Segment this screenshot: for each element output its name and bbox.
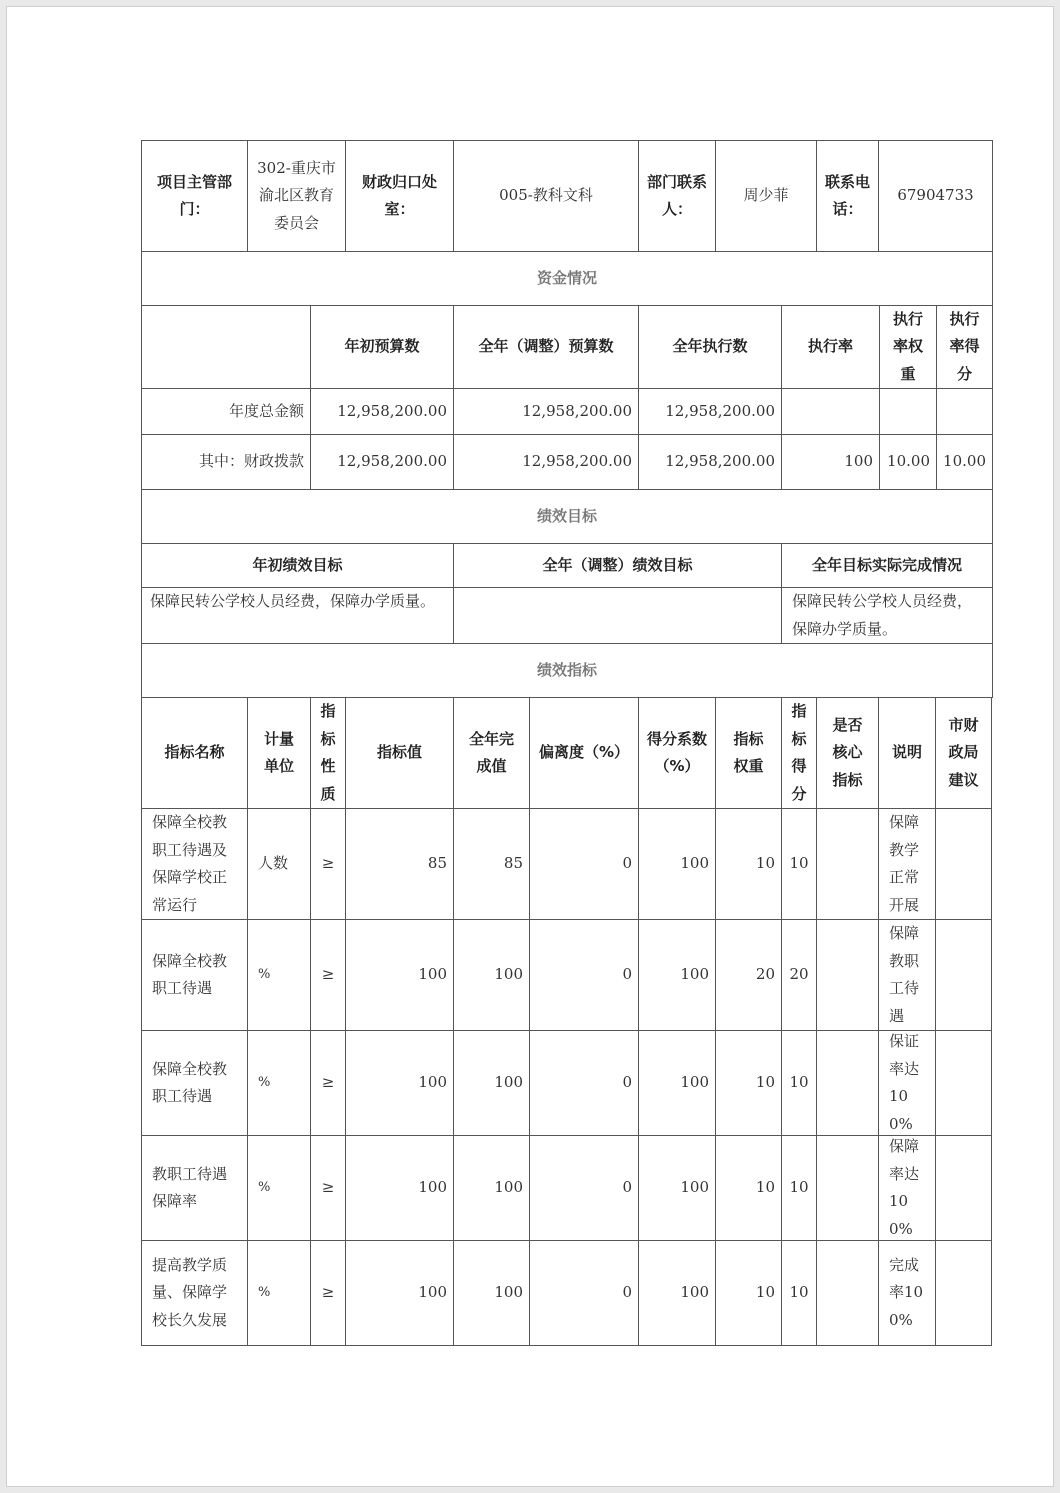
office-value: 005-教科文科: [454, 141, 639, 252]
goals-section-row: [141, 490, 993, 544]
ind-unit: %: [248, 1241, 311, 1346]
indicator-row: [141, 1136, 993, 1241]
ind-header-advice: 市财政局建议: [936, 698, 992, 809]
dept-label: 项目主管部门：: [142, 141, 248, 252]
ind-actual: 100: [454, 1241, 530, 1346]
ind-actual: 100: [454, 920, 530, 1031]
ind-weight: 10: [716, 1136, 782, 1241]
ind-deviation: 0: [530, 1031, 639, 1136]
ind-nature: ≥: [311, 1031, 346, 1136]
funds-row-weight: 10.00: [880, 435, 937, 490]
goals-header-row: [141, 544, 993, 588]
ind-target: 100: [346, 1031, 454, 1136]
funds-header-row: [141, 306, 993, 389]
ind-note: 保障教学正常开展: [879, 809, 936, 920]
ind-coef: 100: [639, 1031, 716, 1136]
funds-header-executed: 全年执行数: [639, 306, 782, 389]
ind-advice: [936, 1136, 992, 1241]
ind-coef: 100: [639, 809, 716, 920]
ind-advice: [936, 1031, 992, 1136]
funds-row-executed: 12,958,200.00: [639, 389, 782, 435]
ind-core: [817, 1031, 879, 1136]
ind-unit: %: [248, 920, 311, 1031]
goals-content-row: [141, 588, 993, 644]
funds-row-label: 其中：财政拨款: [142, 435, 311, 490]
ind-header-nature: 指标性质: [311, 698, 346, 809]
ind-weight: 20: [716, 920, 782, 1031]
ind-header-target: 指标值: [346, 698, 454, 809]
dept-value: 302-重庆市渝北区教育委员会: [248, 141, 346, 252]
funds-row-rate: [782, 389, 880, 435]
funds-row-initial: 12,958,200.00: [311, 389, 454, 435]
ind-name: 提高教学质量、保障学校长久发展: [142, 1241, 248, 1346]
ind-weight: 10: [716, 1241, 782, 1346]
funds-row-fiscal: [141, 435, 993, 490]
office-label: 财政归口处室：: [346, 141, 454, 252]
ind-name: 保障全校教职工待遇及保障学校正常运行: [142, 809, 248, 920]
document-page: [6, 6, 1054, 1487]
ind-note: 完成率100%: [879, 1241, 936, 1346]
ind-coef: 100: [639, 1241, 716, 1346]
indicator-row: [141, 809, 993, 920]
funds-row-adjusted: 12,958,200.00: [454, 389, 639, 435]
ind-note: 保障率达100%: [879, 1136, 936, 1241]
ind-deviation: 0: [530, 1241, 639, 1346]
ind-deviation: 0: [530, 920, 639, 1031]
ind-name: 保障全校教职工待遇: [142, 920, 248, 1031]
ind-nature: ≥: [311, 1241, 346, 1346]
ind-weight: 10: [716, 1031, 782, 1136]
ind-score: 10: [782, 1031, 817, 1136]
ind-header-core: 是否核心指标: [817, 698, 879, 809]
goals-actual-text: 保障民转公学校人员经费，保障办学质量。: [782, 588, 993, 644]
ind-name: 保障全校教职工待遇: [142, 1031, 248, 1136]
ind-advice: [936, 920, 992, 1031]
contact-value: 周少菲: [716, 141, 817, 252]
ind-header-score: 指标得分: [782, 698, 817, 809]
ind-deviation: 0: [530, 809, 639, 920]
goals-adjusted-text: [454, 588, 782, 644]
ind-note: 保证率达100%: [879, 1031, 936, 1136]
indicators-section-title: 绩效指标: [142, 644, 993, 698]
ind-header-actual: 全年完成值: [454, 698, 530, 809]
indicator-row: [141, 920, 993, 1031]
ind-core: [817, 1136, 879, 1241]
ind-target: 100: [346, 1241, 454, 1346]
funds-header-weight: 执行率权重: [880, 306, 937, 389]
ind-advice: [936, 1241, 992, 1346]
ind-header-name: 指标名称: [142, 698, 248, 809]
funds-row-label: 年度总金额: [142, 389, 311, 435]
ind-header-coef: 得分系数（%）: [639, 698, 716, 809]
contact-label: 部门联系人：: [639, 141, 716, 252]
ind-header-unit: 计量单位: [248, 698, 311, 809]
ind-core: [817, 809, 879, 920]
ind-deviation: 0: [530, 1136, 639, 1241]
ind-score: 10: [782, 809, 817, 920]
ind-unit: 人数: [248, 809, 311, 920]
goals-section-title: 绩效目标: [142, 490, 993, 544]
ind-score: 20: [782, 920, 817, 1031]
funds-row-initial: 12,958,200.00: [311, 435, 454, 490]
ind-header-note: 说明: [879, 698, 936, 809]
funds-row-score: [937, 389, 993, 435]
ind-coef: 100: [639, 920, 716, 1031]
ind-actual: 85: [454, 809, 530, 920]
goals-initial-text: 保障民转公学校人员经费，保障办学质量。: [142, 588, 454, 644]
ind-unit: %: [248, 1136, 311, 1241]
indicator-row: [141, 1031, 993, 1136]
ind-header-deviation: 偏离度（%）: [530, 698, 639, 809]
ind-weight: 10: [716, 809, 782, 920]
goals-header-actual: 全年目标实际完成情况: [782, 544, 993, 588]
phone-value: 67904733: [879, 141, 993, 252]
goals-header-initial: 年初绩效目标: [142, 544, 454, 588]
indicators-section-row: [141, 644, 993, 698]
ind-target: 85: [346, 809, 454, 920]
funds-header-rate: 执行率: [782, 306, 880, 389]
ind-target: 100: [346, 1136, 454, 1241]
ind-name: 教职工待遇保障率: [142, 1136, 248, 1241]
ind-note: 保障教职工待遇: [879, 920, 936, 1031]
goals-header-adjusted: 全年（调整）绩效目标: [454, 544, 782, 588]
funds-row-executed: 12,958,200.00: [639, 435, 782, 490]
ind-actual: 100: [454, 1136, 530, 1241]
ind-core: [817, 920, 879, 1031]
ind-nature: ≥: [311, 920, 346, 1031]
ind-unit: %: [248, 1031, 311, 1136]
funds-header-adjusted: 全年（调整）预算数: [454, 306, 639, 389]
ind-score: 10: [782, 1136, 817, 1241]
funds-row-total: [141, 389, 993, 435]
ind-target: 100: [346, 920, 454, 1031]
ind-advice: [936, 809, 992, 920]
ind-header-weight: 指标权重: [716, 698, 782, 809]
performance-table: [141, 140, 993, 1346]
funds-section-title: 资金情况: [142, 252, 993, 306]
phone-label: 联系电话：: [817, 141, 879, 252]
ind-nature: ≥: [311, 1136, 346, 1241]
header-row: [141, 140, 993, 252]
funds-row-score: 10.00: [937, 435, 993, 490]
funds-section-row: [141, 252, 993, 306]
indicators-header-row: [141, 698, 993, 809]
funds-row-adjusted: 12,958,200.00: [454, 435, 639, 490]
funds-header-blank: [142, 306, 311, 389]
funds-header-initial: 年初预算数: [311, 306, 454, 389]
funds-header-score: 执行率得分: [937, 306, 993, 389]
indicator-row: [141, 1241, 993, 1346]
ind-core: [817, 1241, 879, 1346]
ind-nature: ≥: [311, 809, 346, 920]
ind-score: 10: [782, 1241, 817, 1346]
ind-actual: 100: [454, 1031, 530, 1136]
funds-row-weight: [880, 389, 937, 435]
ind-coef: 100: [639, 1136, 716, 1241]
funds-row-rate: 100: [782, 435, 880, 490]
